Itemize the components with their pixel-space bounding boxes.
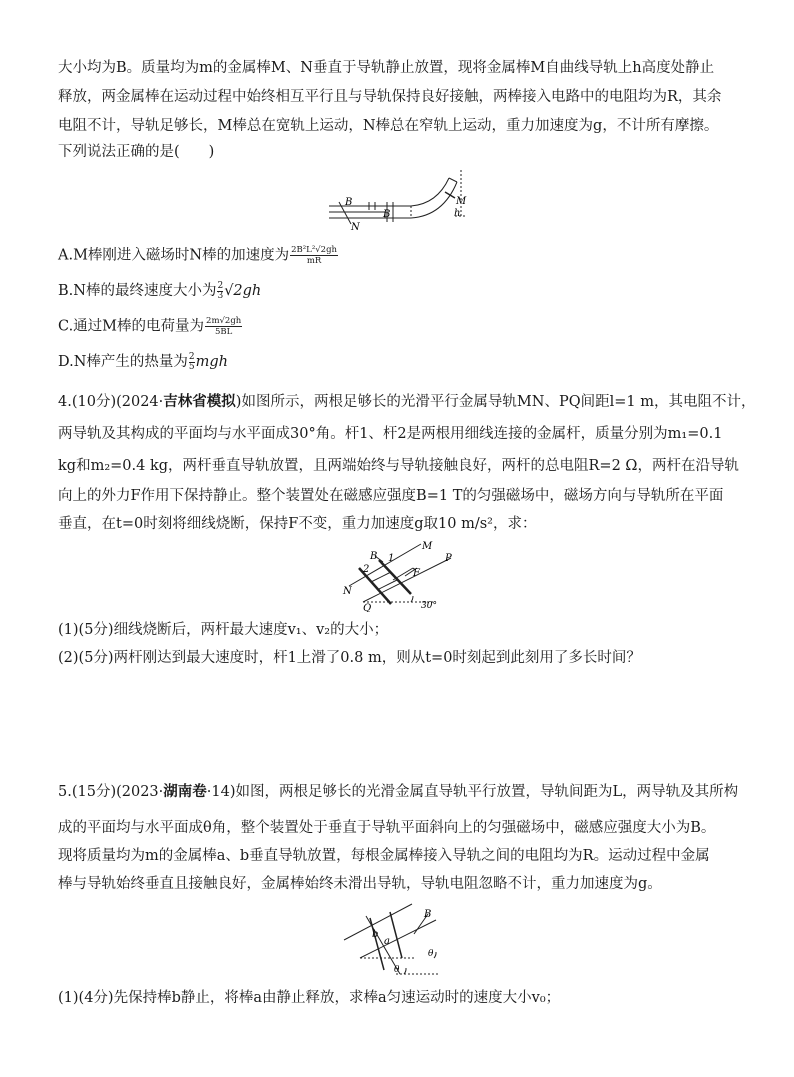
q4-fig-label-q: Q — [363, 603, 372, 612]
q3-fig-label-b1: B — [345, 197, 353, 208]
q3-option-c: C.通过M棒的电荷量为 $\frac{2m√2gh}{5BL}$ — [58, 316, 242, 337]
q3-line-1: 大小均为B。质量均为m的金属棒M、N垂直于导轨静止放置，现将金属棒M自曲线导轨上h高度处静止 — [58, 60, 715, 76]
q3-fig-label-h: h — [454, 208, 461, 219]
q3-fig-label-b2: B — [383, 209, 391, 220]
q3-fig-label-m: M — [456, 196, 467, 207]
q4-header: 4.(10分)(2024·吉林省模拟)如图所示，两根足够长的光滑平行金属导轨MN、PQ间距l=1 m，其电阻不计， — [58, 393, 756, 410]
q5-fig-label-b: B — [424, 909, 432, 920]
q4-line-2: kg和m₂=0.4 kg，两杆垂直导轨放置，且两端始终与导轨接触良好，两杆的总电阻R=2 Ω，两杆在沿导轨 — [58, 458, 739, 474]
q5-line-1: 成的平面均与水平面成θ角，整个装置处于垂直于导轨平面斜向上的匀强磁场中，磁感应强度大小为B。 — [58, 820, 716, 836]
q4-fig-label-p: P — [445, 553, 452, 564]
q4-fig-label-b: B — [370, 551, 378, 562]
q4-line-4: 垂直，在t=0时刻将细线烧断，保持F不变，重力加速度g取10 m/s²，求： — [58, 516, 537, 532]
q4-sub-2: (2)(5分)两杆刚达到最大速度时，杆1上滑了0.8 m，则从t=0时刻起到此刻用了多长时间？ — [58, 650, 641, 666]
q4-line-3: 向上的外力F作用下保持静止。整个装置处在磁感应强度B=1 T的匀强磁场中，磁场方向与导轨所在平面 — [58, 488, 724, 504]
q5-fig-label-rod-b: b — [372, 929, 379, 940]
q3-option-d: D.N棒产生的热量为 $\frac{2}{5}$ mgh — [58, 351, 229, 372]
q5-fig-label-a: a — [384, 936, 390, 947]
q4-fig-label-angle: 30° — [421, 601, 437, 611]
q4-fig-label-1: 1 — [388, 553, 395, 564]
q4-line-1: 两导轨及其构成的平面均与水平面成30°角。杆1、杆2是两根用细线连接的金属杆，质量分别为m₁=0.1 — [58, 426, 723, 442]
q5-header: 5.(15分)(2023·湖南卷·14)如图，两根足够长的光滑金属直导轨平行放置，导轨间距为L，两导轨及其所构 — [58, 783, 739, 800]
q4-sub-1: (1)(5分)细线烧断后，两杆最大速度v₁、v₂的大小； — [58, 622, 389, 638]
q5-fig-label-theta-2: θ — [394, 965, 400, 975]
q3-option-b: B.N棒的最终速度大小为 $\frac{2}{3}$ √2gh — [58, 280, 262, 301]
q3-figure — [325, 168, 475, 232]
q3-line-4: 下列说法正确的是( ) — [58, 144, 215, 160]
q4-fig-label-f: F — [413, 568, 420, 579]
q5-line-2: 现将质量均为m的金属棒a、b垂直导轨放置，每根金属棒接入导轨之间的电阻均为R。运动过程中金属 — [58, 848, 710, 864]
q3-fig-label-n: N — [351, 222, 360, 232]
q4-fig-label-n: N — [343, 586, 352, 597]
q3-line-3: 电阻不计，导轨足够长，M棒总在宽轨上运动，N棒总在窄轨上运动，重力加速度为g，不计所有摩擦。 — [58, 118, 719, 134]
q3-line-2: 释放，两金属棒在运动过程中始终相互平行且与导轨保持良好接触，两棒接入电路中的电阻均为R，其余 — [58, 89, 722, 105]
q5-fig-label-theta-1: θ — [428, 949, 434, 959]
q5-figure — [340, 900, 450, 978]
q3-option-a: A.M棒刚进入磁场时N棒的加速度为 $\frac{\text{2B²L²√2gh}}{mR}$ — [58, 245, 337, 266]
q4-figure — [335, 538, 460, 612]
q4-fig-label-m: M — [422, 541, 433, 552]
q4-fig-label-2: 2 — [363, 564, 370, 575]
q5-sub-1: (1)(4分)先保持棒b静止，将棒a由静止释放，求棒a匀速运动时的速度大小v₀； — [58, 990, 561, 1006]
q5-line-3: 棒与导轨始终垂直且接触良好，金属棒始终未滑出导轨，导轨电阻忽略不计，重力加速度为g。 — [58, 876, 662, 892]
